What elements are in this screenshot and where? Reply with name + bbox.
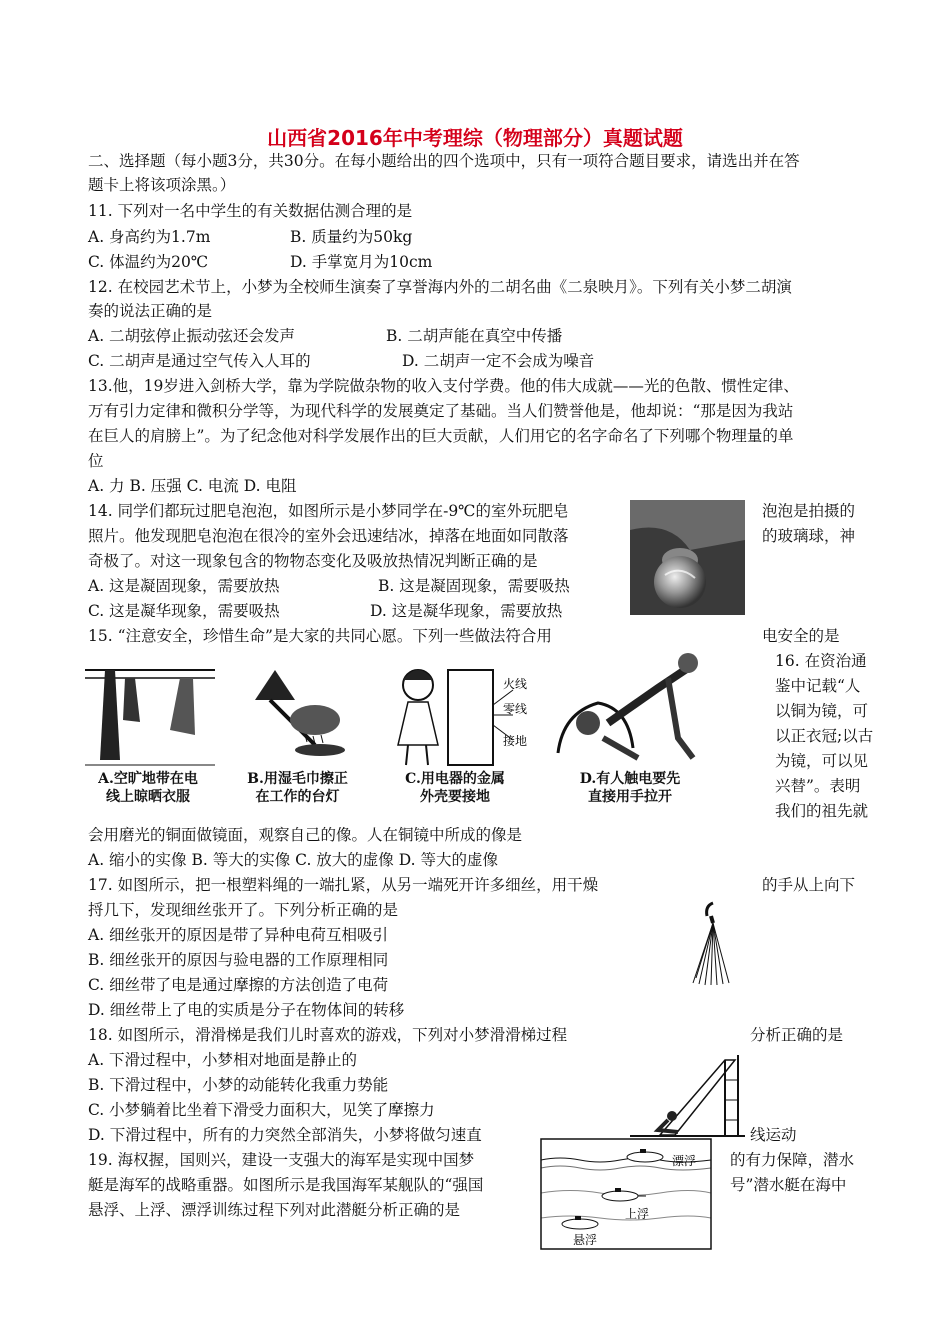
section-intro-line-1: 二、选择题（每小题3分，共30分。在每小题给出的四个选项中，只有一项符合题目要求，请选出并在答 <box>88 152 800 170</box>
wet-clothes-on-power-line-illustration <box>85 660 215 770</box>
q12-option-b: B. 二胡声能在真空中传播 <box>386 327 563 345</box>
q14-stem-2-right: 的玻璃球，神 <box>762 527 856 545</box>
q11-option-d: D. 手掌宽月为10cm <box>290 253 433 271</box>
q18-stem: 18. 如图所示，滑滑梯是我们儿时喜欢的游戏，下列对小梦滑滑梯过程 <box>88 1026 568 1044</box>
live-wire-label: 火线 <box>503 677 528 691</box>
plastic-rope-strands-illustration <box>685 898 740 988</box>
q12-stem-2: 奏的说法正确的是 <box>88 302 213 320</box>
q15-stem-right: 电安全的是 <box>762 627 840 645</box>
frozen-bubble-photo <box>630 500 745 615</box>
float-label: 漂浮 <box>672 1154 697 1168</box>
q15-caption-c: C.用电器的金属 外壳要接地 <box>405 771 505 805</box>
q17-stem-1-right: 的手从上向下 <box>762 876 856 894</box>
q16-stem: 会用磨光的铜面做镜面，观察自己的像。人在铜镜中所成的像是 <box>88 826 523 844</box>
q19-stem-2: 艇是海军的战略重器。如图所示是我国海军某舰队的“强国 <box>88 1176 484 1194</box>
q11-option-b: B. 质量约为50kg <box>290 228 413 246</box>
q19-stem-3: 悬浮、上浮、漂浮训练过程下列对此潜艇分析正确的是 <box>88 1201 461 1219</box>
slide-illustration <box>630 1050 745 1140</box>
ground-wire-label: 接地 <box>503 734 528 748</box>
q15-caption-a: A.空旷地带在电 线上晾晒衣服 <box>98 771 198 805</box>
q11-option-c: C. 体温约为20℃ <box>88 253 209 271</box>
q15-caption-d: D.有人触电要先 直接用手拉开 <box>579 771 681 805</box>
q13-stem-3: 在巨人的肩膀上”。为了纪念他对科学发展作出的巨大贡献，人们用它的名字命名了下列哪个物理量的单 <box>88 427 794 445</box>
q17-stem-1: 17. 如图所示，把一根塑料绳的一端扎紧，从另一端死开许多细丝，用干燥 <box>88 876 599 894</box>
page-title: 山西省2016年中考理综（物理部分）真题试题 <box>267 126 683 150</box>
q16-side-5: 为镜，可以见 <box>775 752 869 770</box>
suspend-label: 悬浮 <box>573 1233 598 1247</box>
grounded-appliance-illustration <box>378 660 528 770</box>
q19-stem-1-right: 的有力保障，潜水 <box>730 1151 855 1169</box>
q12-option-a: A. 二胡弦停止振动弦还会发声 <box>88 327 296 345</box>
q15-caption-b: B.用湿毛巾擦正 在工作的台灯 <box>247 771 348 805</box>
q17-option-d: D. 细丝带上了电的实质是分子在物体间的转移 <box>88 1001 405 1019</box>
section-intro-line-2: 题卡上将该项涂黑。） <box>88 176 236 194</box>
q16-side-7: 我们的祖先就 <box>775 802 869 820</box>
q18-option-d: D. 下滑过程中，所有的力突然全部消失，小梦将做匀速直 <box>88 1126 482 1144</box>
q14-option-c: C. 这是凝华现象，需要吸热 <box>88 602 280 620</box>
q13-options: A. 力 B. 压强 C. 电流 D. 电阻 <box>88 477 297 495</box>
q15-stem: 15. “注意安全，珍惜生命”是大家的共同心愿。下列一些做法符合用 <box>88 627 552 645</box>
q13-stem-4: 位 <box>88 452 104 470</box>
q18-option-d-right: 线运动 <box>750 1126 797 1144</box>
pulling-electrocuted-person-illustration <box>548 648 708 773</box>
q14-option-a: A. 这是凝固现象，需要放热 <box>88 577 280 595</box>
q18-option-a: A. 下滑过程中，小梦相对地面是静止的 <box>88 1051 358 1069</box>
q17-option-a: A. 细丝张开的原因是带了异种电荷互相吸引 <box>88 926 389 944</box>
rising-label: 上浮 <box>625 1207 650 1221</box>
q16-side-1: 16. 在资治通 <box>775 652 867 670</box>
q14-option-d: D. 这是凝华现象，需要放热 <box>370 602 563 620</box>
q18-option-b: B. 下滑过程中，小梦的动能转化我重力势能 <box>88 1076 389 1094</box>
q14-stem-1: 14. 同学们都玩过肥皂泡泡，如图所示是小梦同学在-9℃的室外玩肥皂 <box>88 502 569 520</box>
q16-side-2: 鉴中记载“人 <box>775 677 861 695</box>
q14-stem-2: 照片。他发现肥皂泡泡在很冷的室外会迅速结冰，掉落在地面如同散落 <box>88 527 569 545</box>
q14-stem-1-right: 泡泡是拍摄的 <box>762 502 856 520</box>
neutral-wire-label: 零线 <box>503 702 528 716</box>
q13-stem-2: 万有引力定律和微积分学等，为现代科学的发展奠定了基础。当人们赞誉他是，他却说：“那是因为我站 <box>88 402 794 420</box>
q12-stem-1: 12. 在校园艺术节上，小梦为全校师生演奏了享誉海内外的二胡名曲《二泉映月》。下列有关小梦二胡演 <box>88 278 792 296</box>
q17-stem-2: 捋几下，发现细丝张开了。下列分析正确的是 <box>88 901 399 919</box>
submarine-positions-illustration <box>540 1138 712 1250</box>
q11-option-a: A. 身高约为1.7m <box>88 228 211 246</box>
q18-stem-right: 分析正确的是 <box>750 1026 844 1044</box>
q14-option-b: B. 这是凝固现象，需要吸热 <box>378 577 570 595</box>
q16-side-3: 以铜为镜，可 <box>775 702 869 720</box>
q16-options: A. 缩小的实像 B. 等大的实像 C. 放大的虚像 D. 等大的虚像 <box>88 851 498 869</box>
q14-stem-3: 奇极了。对这一现象包含的物物态变化及吸放热情况判断正确的是 <box>88 552 538 570</box>
q18-option-c: C. 小梦躺着比坐着下滑受力面积大，见笑了摩擦力 <box>88 1101 435 1119</box>
q12-option-d: D. 二胡声一定不会成为噪音 <box>402 352 595 370</box>
q19-stem-2-right: 号”潜水艇在海中 <box>730 1176 847 1194</box>
q16-side-4: 以正衣冠;以古 <box>775 727 874 745</box>
q17-option-b: B. 细丝张开的原因与验电器的工作原理相同 <box>88 951 389 969</box>
q17-option-c: C. 细丝带了电是通过摩擦的方法创造了电荷 <box>88 976 389 994</box>
wet-towel-lamp-illustration <box>235 660 360 770</box>
q19-stem-1: 19. 海权握，国则兴，建设一支强大的海军是实现中国梦 <box>88 1151 475 1169</box>
q16-side-6: 兴替”。表明 <box>775 777 861 795</box>
q12-option-c: C. 二胡声是通过空气传入人耳的 <box>88 352 311 370</box>
q13-stem-1: 13.他，19岁进入剑桥大学，靠为学院做杂物的收入支付学费。他的伟大成就——光的色散、惯性定律、 <box>88 377 799 395</box>
q11-stem: 11. 下列对一名中学生的有关数据估测合理的是 <box>88 202 413 220</box>
